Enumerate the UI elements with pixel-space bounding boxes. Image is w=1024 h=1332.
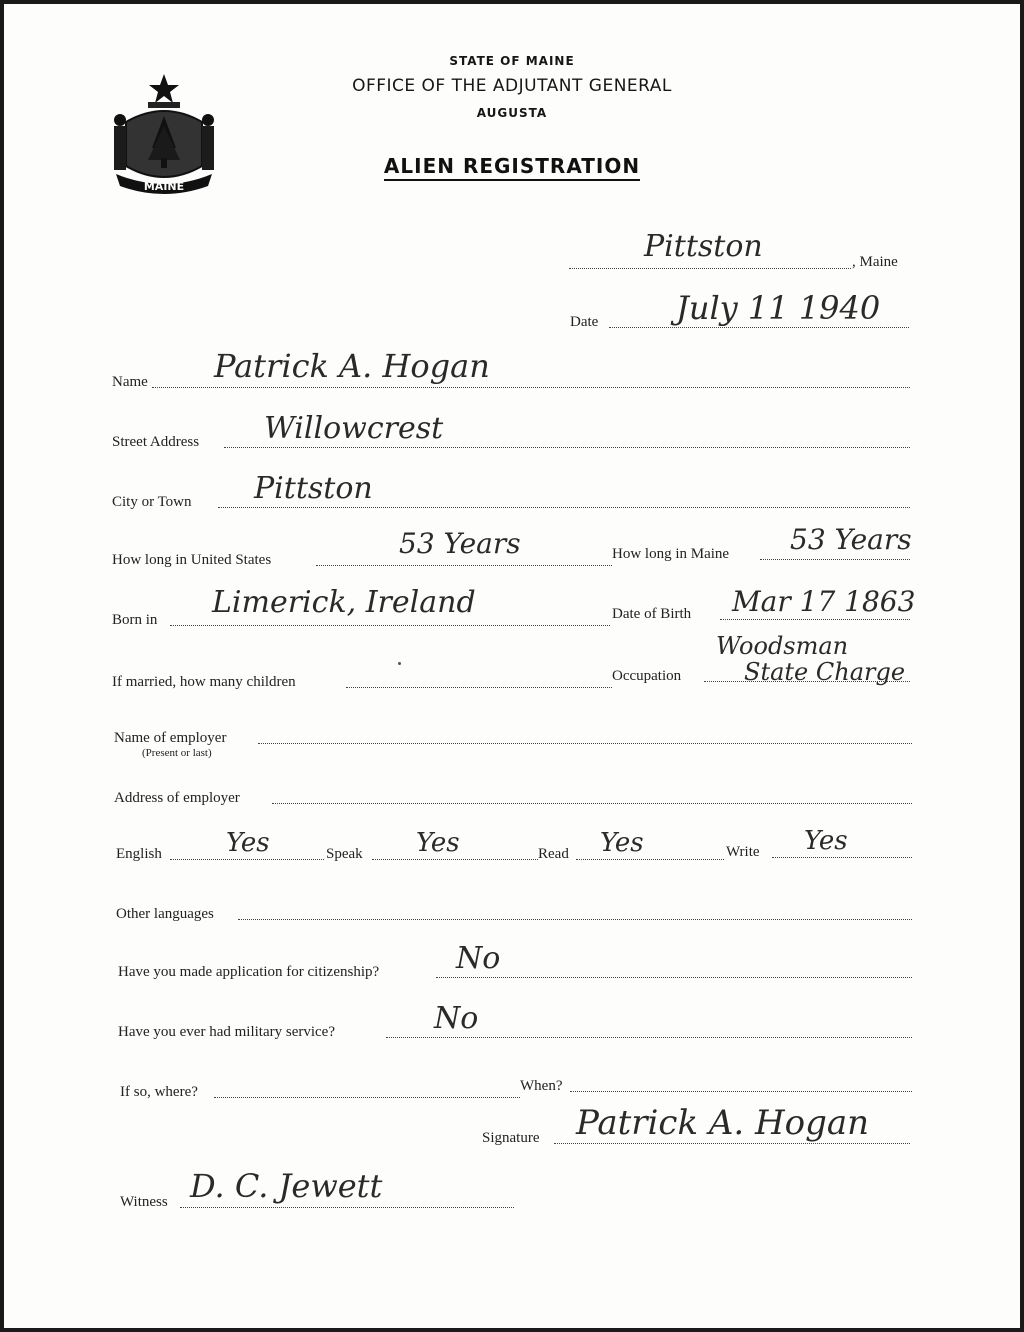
city-label: City or Town (112, 494, 192, 510)
seal-banner-text: MAINE (143, 180, 185, 193)
read-label: Read (538, 846, 569, 862)
read-line (576, 859, 724, 860)
signature-value: Patrick A. Hogan (576, 1103, 870, 1143)
name-line (152, 387, 910, 388)
military-line (386, 1037, 912, 1038)
city-line (218, 507, 910, 508)
town-line (569, 268, 851, 269)
how-long-us-value: 53 Years (399, 527, 521, 560)
street-value: Willowcrest (264, 411, 444, 446)
employer-address-label: Address of employer (114, 790, 240, 806)
how-long-us-line (316, 565, 612, 566)
form-page (4, 4, 1020, 1328)
citizenship-label: Have you made application for citizenship? (118, 964, 380, 980)
date-value: July 11 1940 (676, 289, 881, 327)
street-label: Street Address (112, 434, 200, 450)
occupation-label: Occupation (612, 668, 682, 684)
english-value: Yes (226, 828, 270, 858)
street-line (224, 447, 910, 448)
children-label: If married, how many children (112, 674, 296, 690)
signature-line (554, 1143, 910, 1144)
speak-label: Speak (326, 846, 363, 862)
header-city: AUGUSTA (476, 106, 548, 120)
write-value: Yes (804, 826, 848, 856)
if-so-where-label: If so, where? (120, 1084, 198, 1100)
city-value: Pittston (254, 471, 373, 506)
military-label: Have you ever had military service? (118, 1024, 335, 1040)
write-label: Write (726, 844, 760, 860)
other-languages-label: Other languages (116, 906, 214, 922)
name-value: Patrick A. Hogan (214, 347, 490, 385)
occupation-value-2: State Charge (744, 658, 906, 686)
employer-sublabel: (Present or last) (142, 747, 212, 759)
how-long-maine-value: 53 Years (790, 523, 912, 556)
occupation-value-1: Woodsman (716, 632, 849, 660)
how-long-maine-line (760, 559, 910, 560)
employer-label: Name of employer (114, 730, 227, 746)
born-in-value: Limerick, Ireland (212, 585, 476, 620)
signature-label: Signature (482, 1130, 540, 1146)
children-line (346, 687, 612, 688)
citizenship-value: No (456, 941, 501, 976)
born-in-label: Born in (112, 612, 158, 628)
when-label: When? (520, 1078, 563, 1094)
write-line (772, 857, 912, 858)
date-of-birth-line (720, 619, 910, 620)
citizenship-line (436, 977, 912, 978)
header-office: OFFICE OF THE ADJUTANT GENERAL (352, 76, 672, 96)
name-label: Name (112, 374, 148, 390)
how-long-us-label: How long in United States (112, 552, 272, 568)
form-title-text: ALIEN REGISTRATION (384, 154, 640, 181)
english-label: English (116, 846, 162, 862)
header-state: STATE OF MAINE (449, 54, 575, 68)
witness-value: D. C. Jewett (190, 1167, 383, 1205)
maine-label: , Maine (852, 254, 898, 270)
military-value: No (434, 1001, 479, 1036)
date-of-birth-value: Mar 17 1863 (732, 585, 916, 618)
witness-label: Witness (120, 1194, 168, 1210)
stray-mark (398, 662, 401, 665)
employer-line (258, 743, 912, 744)
when-line (570, 1091, 912, 1092)
speak-value: Yes (416, 828, 460, 858)
how-long-maine-label: How long in Maine (612, 546, 730, 562)
date-label: Date (570, 314, 599, 330)
read-value: Yes (600, 828, 644, 858)
date-line (609, 327, 909, 328)
english-line (170, 859, 324, 860)
form-title (4, 154, 1020, 178)
if-so-where-line (214, 1097, 520, 1098)
speak-line (372, 859, 538, 860)
date-of-birth-label: Date of Birth (612, 606, 692, 622)
town-value: Pittston (644, 229, 763, 264)
witness-line (180, 1207, 514, 1208)
employer-address-line (272, 803, 912, 804)
other-languages-line (238, 919, 912, 920)
born-in-line (170, 625, 610, 626)
